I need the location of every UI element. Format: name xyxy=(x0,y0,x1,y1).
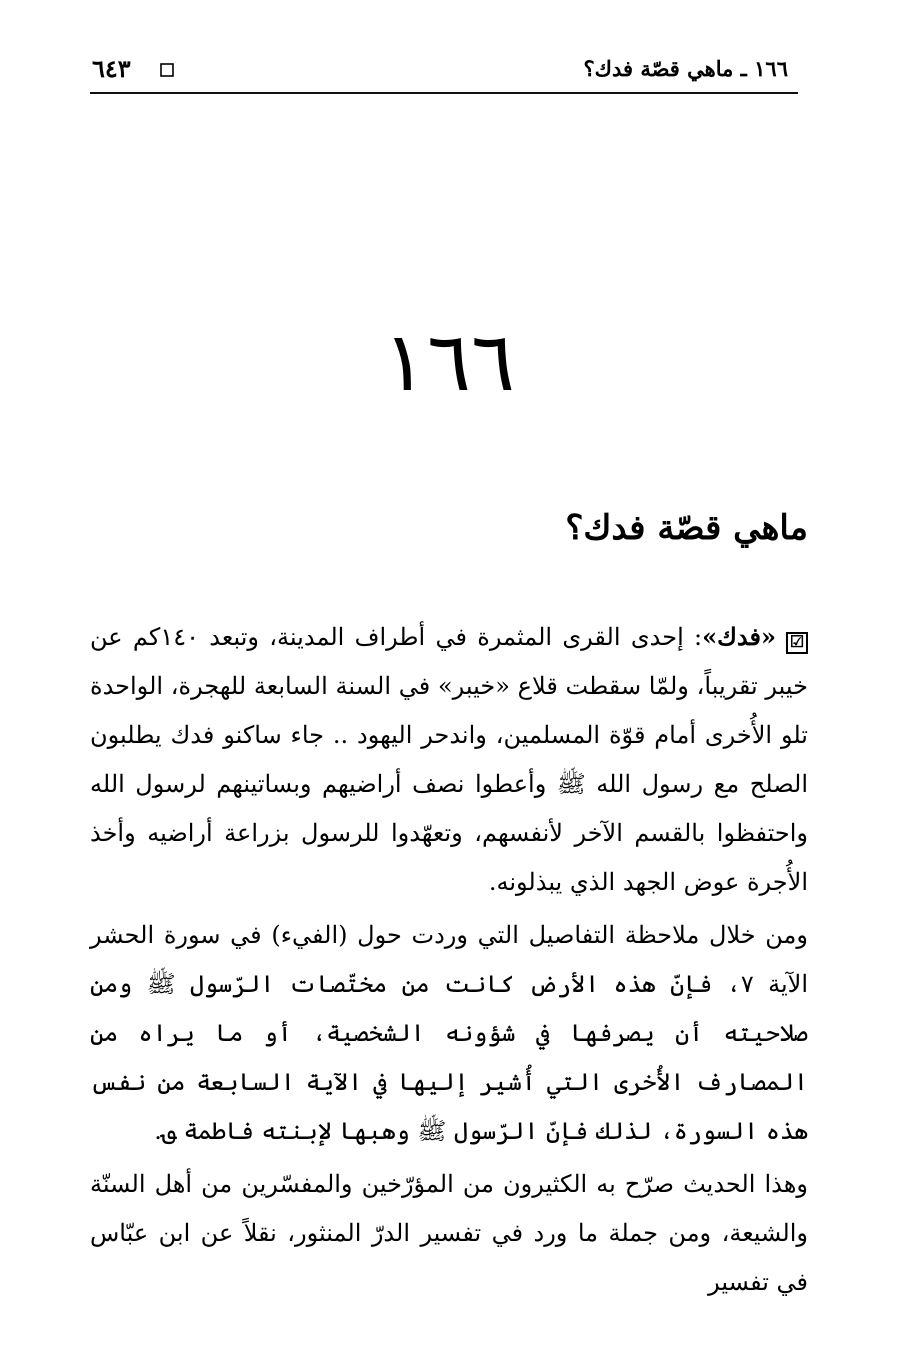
running-header xyxy=(90,44,798,94)
page-number: ٦٤٣ xyxy=(92,54,131,83)
paragraph-text: وهذا الحديث صرّح به الكثيرون من المؤرّخين والمفسّرين من أهل السنّة والشيعة، ومن جملة ما ورد في تفسير الدرّ المنثور، نقلاً عن ابن عبّاس في تفسير xyxy=(90,1170,808,1296)
running-header-title: ١٦٦ ـ ماهي قصّة فدك؟ xyxy=(583,56,788,81)
paragraph-text: : إحدى القرى المثمرة في أطراف المدينة، وتبعد ١٤٠كم عن خيبر تقريباً، ولمّا سقطت قلاع «خيبر» في السنة السابعة للهجرة، الواحدة تلو الأُخرى أمام قوّة المسلمين، واندحر اليهود .. جاء ساكنو فدك يطلبون الصلح مع رسول الله ﷺ وأعطوا نصف أراضيهم وبساتينهم لرسول الله واحتفظوا بالقسم الآخر لأنفسهم، وتعهّدوا للرسول بزراعة أراضيه وأخذ الأُجرة عوض الجهد الذي يبذلونه. xyxy=(90,623,809,896)
chapter-number: ١٦٦ xyxy=(382,315,516,410)
paragraph-3 xyxy=(90,1160,808,1307)
paragraph-1 xyxy=(90,612,808,907)
paragraph-2 xyxy=(90,911,808,1156)
section-title: ماهي قصّة فدك؟ xyxy=(565,508,808,548)
header-rule xyxy=(90,92,798,94)
checkbox-icon: ☑ xyxy=(786,632,808,654)
paragraph-term: «فدك» xyxy=(702,622,776,651)
paragraph-text: ومن خلال ملاحظة التفاصيل التي وردت حول (الفيء) في سورة الحشر الآية ٧، فإنّ هذه الأرض كانت من مختّصات الرّسول ﷺ ومن صلاحيته أن يصرفها في شؤونه الشخصية، أو ما يراه من المصارف الأُخرى التي أُشير إليها في الآية السابعة من نفس هذه السورة، لذلك فإنّ الرّسول ﷺ وهبها لإبنته فاطمة ؈. xyxy=(90,921,809,1145)
body-text xyxy=(90,612,808,1311)
square-icon xyxy=(160,63,174,77)
